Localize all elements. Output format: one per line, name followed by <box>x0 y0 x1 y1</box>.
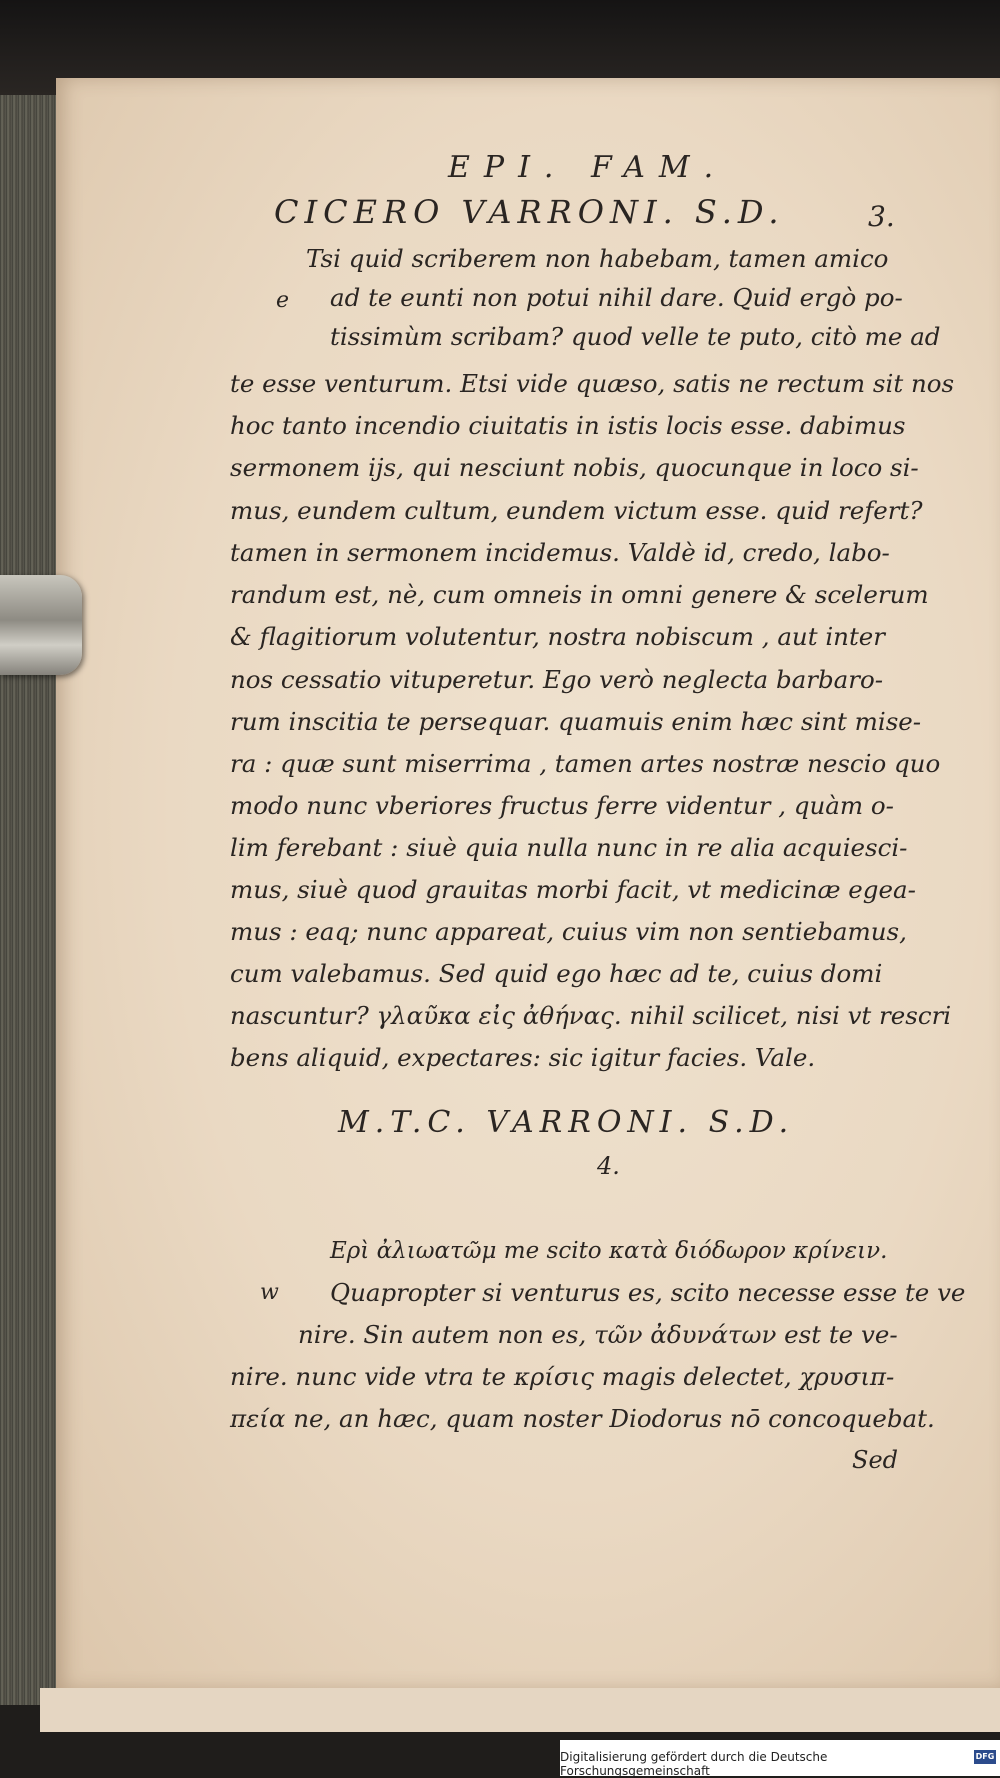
credit-text: Digitalisierung gefördert durch die Deutsche Forschungsgemeinschaft <box>560 1750 828 1778</box>
text-line: Ερὶ ἀλιωατῶμ me scito κατὰ διόδωρον κρίνειν. <box>330 1238 888 1264</box>
text-line: tamen in sermonem incidemus. Valdè id, credo, labo- <box>230 538 890 567</box>
text-line: ad te eunti non potui nihil dare. Quid ergò po- <box>330 283 903 312</box>
letter-4-number: 4. <box>597 1152 620 1180</box>
text-line: nos cessatio vituperetur. Ego verò neglecta barbaro- <box>230 665 883 694</box>
text-line: cum valebamus. Sed quid ego hæc ad te, cuius domi <box>230 959 883 988</box>
book-clasp <box>0 575 82 675</box>
text-line: bens aliquid, expectares: sic igitur facies. Vale. <box>230 1043 816 1072</box>
text-line: rum inscitia te persequar. quamuis enim hæc sint mise- <box>230 707 922 736</box>
marginal-note: w <box>260 1280 279 1305</box>
text-line: Quapropter si venturus es, scito necesse esse te ve <box>330 1278 966 1307</box>
text-line: & flagitiorum volutentur, nostra nobiscum , aut inter <box>230 622 886 651</box>
letter-3-number: 3. <box>868 200 895 233</box>
text-line: ra : quæ sunt miserrima , tamen artes nostræ nescio quo <box>230 749 941 778</box>
text-line: πεία ne, an hæc, quam noster Diodorus nō concoquebat. <box>230 1404 935 1433</box>
letter-3-title: CICERO VARRONI. S.D. <box>274 193 785 231</box>
book-page-edges <box>0 95 58 1705</box>
text-line: mus : eaq; nunc appareat, cuius vim non sentiebamus, <box>230 917 907 946</box>
letter-4-title: M.T.C. VARRONI. S.D. <box>338 1105 795 1140</box>
text-line: tissimùm scribam? quod velle te puto, citò me ad <box>330 322 941 351</box>
text-line: Tsi quid scriberem non habebam, tamen amico <box>306 244 889 273</box>
text-line: randum est, nè, cum omneis in omni genere & scelerum <box>230 580 929 609</box>
text-line: modo nunc vberiores fructus ferre videntur , quàm o- <box>230 791 894 820</box>
text-line: te esse venturum. Etsi vide quæso, satis ne rectum sit nos <box>230 369 955 398</box>
text-line: nire. Sin autem non es, τῶν ἀδυνάτων est te ve- <box>298 1320 898 1349</box>
catchword: Sed <box>852 1446 899 1474</box>
dfg-logo: DFG <box>974 1750 996 1764</box>
book-bottom-edge <box>40 1688 1000 1732</box>
text-line: lim ferebant : siuè quia nulla nunc in re alia acquiesci- <box>230 833 908 862</box>
text-line: sermonem ijs, qui nesciunt nobis, quocunque in loco si- <box>230 453 919 482</box>
digitization-credit-bar <box>560 1740 1000 1776</box>
text-line: mus, eundem cultum, eundem victum esse. quid refert? <box>230 496 923 525</box>
running-header: EPI. FAM. <box>448 150 728 185</box>
marginal-note: e <box>276 288 290 313</box>
text-line: mus, siuè quod grauitas morbi facit, vt medicinæ egea- <box>230 875 916 904</box>
text-line: nascuntur? γλαῦκα εἰς ἀθήνας. nihil scilicet, nisi vt rescri <box>230 1001 952 1030</box>
text-line: hoc tanto incendio ciuitatis in istis locis esse. dabimus <box>230 411 906 440</box>
text-line: nire. nunc vide vtra te κρίσις magis delectet, χρυσιπ- <box>230 1362 895 1391</box>
